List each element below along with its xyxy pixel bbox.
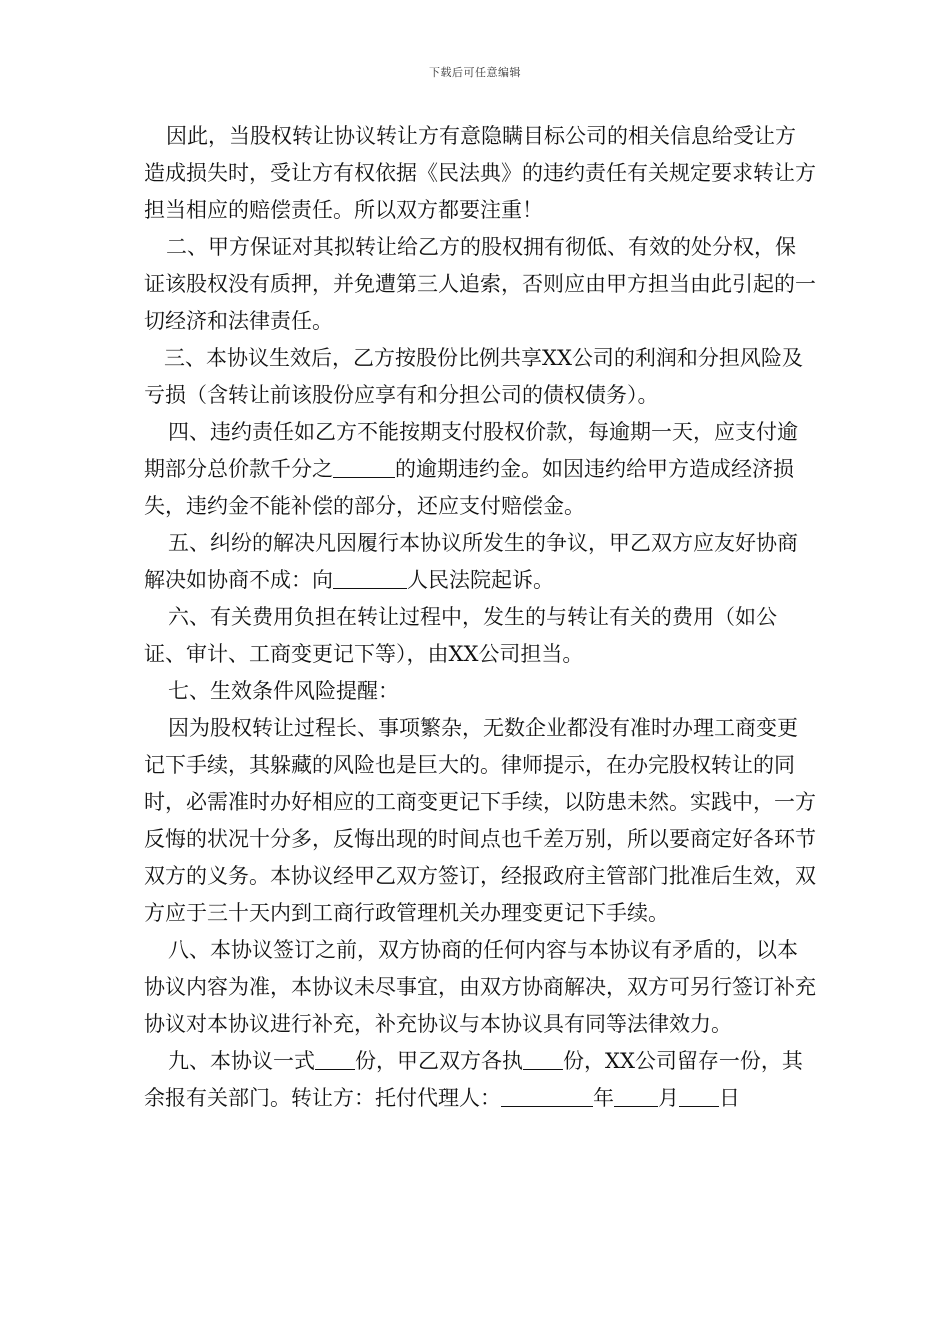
day-blank (679, 1084, 719, 1107)
penalty-rate-blank (333, 455, 395, 478)
paragraph-clause-4 (144, 414, 816, 525)
clause-5-text-a: 五、纠纷的解决凡因履行本协议所发生的争议，甲乙双方应友好协商解决如协商不成：向 (144, 531, 798, 592)
paragraph-clause-9 (144, 1043, 816, 1117)
paragraph-clause-8: 八、本协议签订之前，双方协商的任何内容与本协议有矛盾的，以本协议内容为准，本协议未尽事宜，由双方协商解决，双方可另行签订补充协议对本协议进行补充，补充协议与本协议具有同等法律效力。 (144, 938, 816, 1036)
page-header: 下载后可任意编辑 (429, 66, 521, 79)
copies-each-blank (523, 1047, 563, 1070)
clause-4-text-b: 的逾期违约金。如因违约给甲方造成经济损失，违约金不能补偿的部分，还应支付赔偿金。 (144, 457, 794, 518)
clause-5-text-b: 人民法院起诉。 (407, 568, 554, 592)
paragraph-clause-6: 六、有关费用负担在转让过程中，发生的与转让有关的费用（如公证、审计、工商变更记下等），由XX公司担当。 (144, 605, 777, 666)
paragraph-clause-3: 三、本协议生效后，乙方按股份比例共享XX公司的利润和分担风险及亏损（含转让前该股份应享有和分担公司的债权债务）。 (144, 346, 803, 407)
paragraph-risk-reminder: 因为股权转让过程长、事项繁杂，无数企业都没有准时办理工商变更记下手续，其躲藏的风险也是巨大的。律师提示，在办完股权转让的同时，必需准时办好相应的工商变更记下手续，以防患未然。实践中，一方反悔的状况十分多，反悔出现的时间点也千差万别，所以要商定好各环节双方的义务。本协议经甲乙双方签订，经报政府主管部门批准后生效，双方应于三十天内到工商行政管理机关办理变更记下手续。 (144, 716, 816, 925)
year-label: 年 (593, 1086, 614, 1110)
paragraph-clause-2: 二、甲方保证对其拟转让给乙方的股权拥有彻低、有效的处分权，保证该股权没有质押，并免遭第三人追索，否则应由甲方担当由此引起的一切经济和法律责任。 (144, 235, 816, 333)
month-blank (614, 1084, 658, 1107)
clause-9-text-b: 份，甲乙双方各执 (355, 1049, 523, 1073)
paragraph-liability-notice: 因此，当股权转让协议转让方有意隐瞒目标公司的相关信息给受让方造成损失时，受让方有权依据《民法典》的违约责任有关规定要求转让方担当相应的赔偿责任。所以双方都要注重！ (144, 124, 816, 222)
clause-4-text-a: 四、违约责任如乙方不能按期支付股权价款，每逾期一天，应支付逾期部分总价款千分之 (144, 420, 798, 481)
clause-9-text-c: 份，XX公司留存一份，其余报有关部门。转让方：托付代理人： (144, 1049, 803, 1110)
paragraph-clause-5 (144, 525, 816, 599)
court-name-blank (333, 566, 407, 589)
copies-total-blank (315, 1047, 355, 1070)
month-label: 月 (658, 1086, 679, 1110)
day-label: 日 (719, 1086, 740, 1110)
paragraph-clause-7-heading: 七、生效条件风险提醒： (168, 679, 399, 703)
document-body (144, 118, 816, 1117)
clause-9-text-a: 九、本协议一式 (168, 1049, 315, 1073)
agent-signature-blank (501, 1084, 593, 1107)
